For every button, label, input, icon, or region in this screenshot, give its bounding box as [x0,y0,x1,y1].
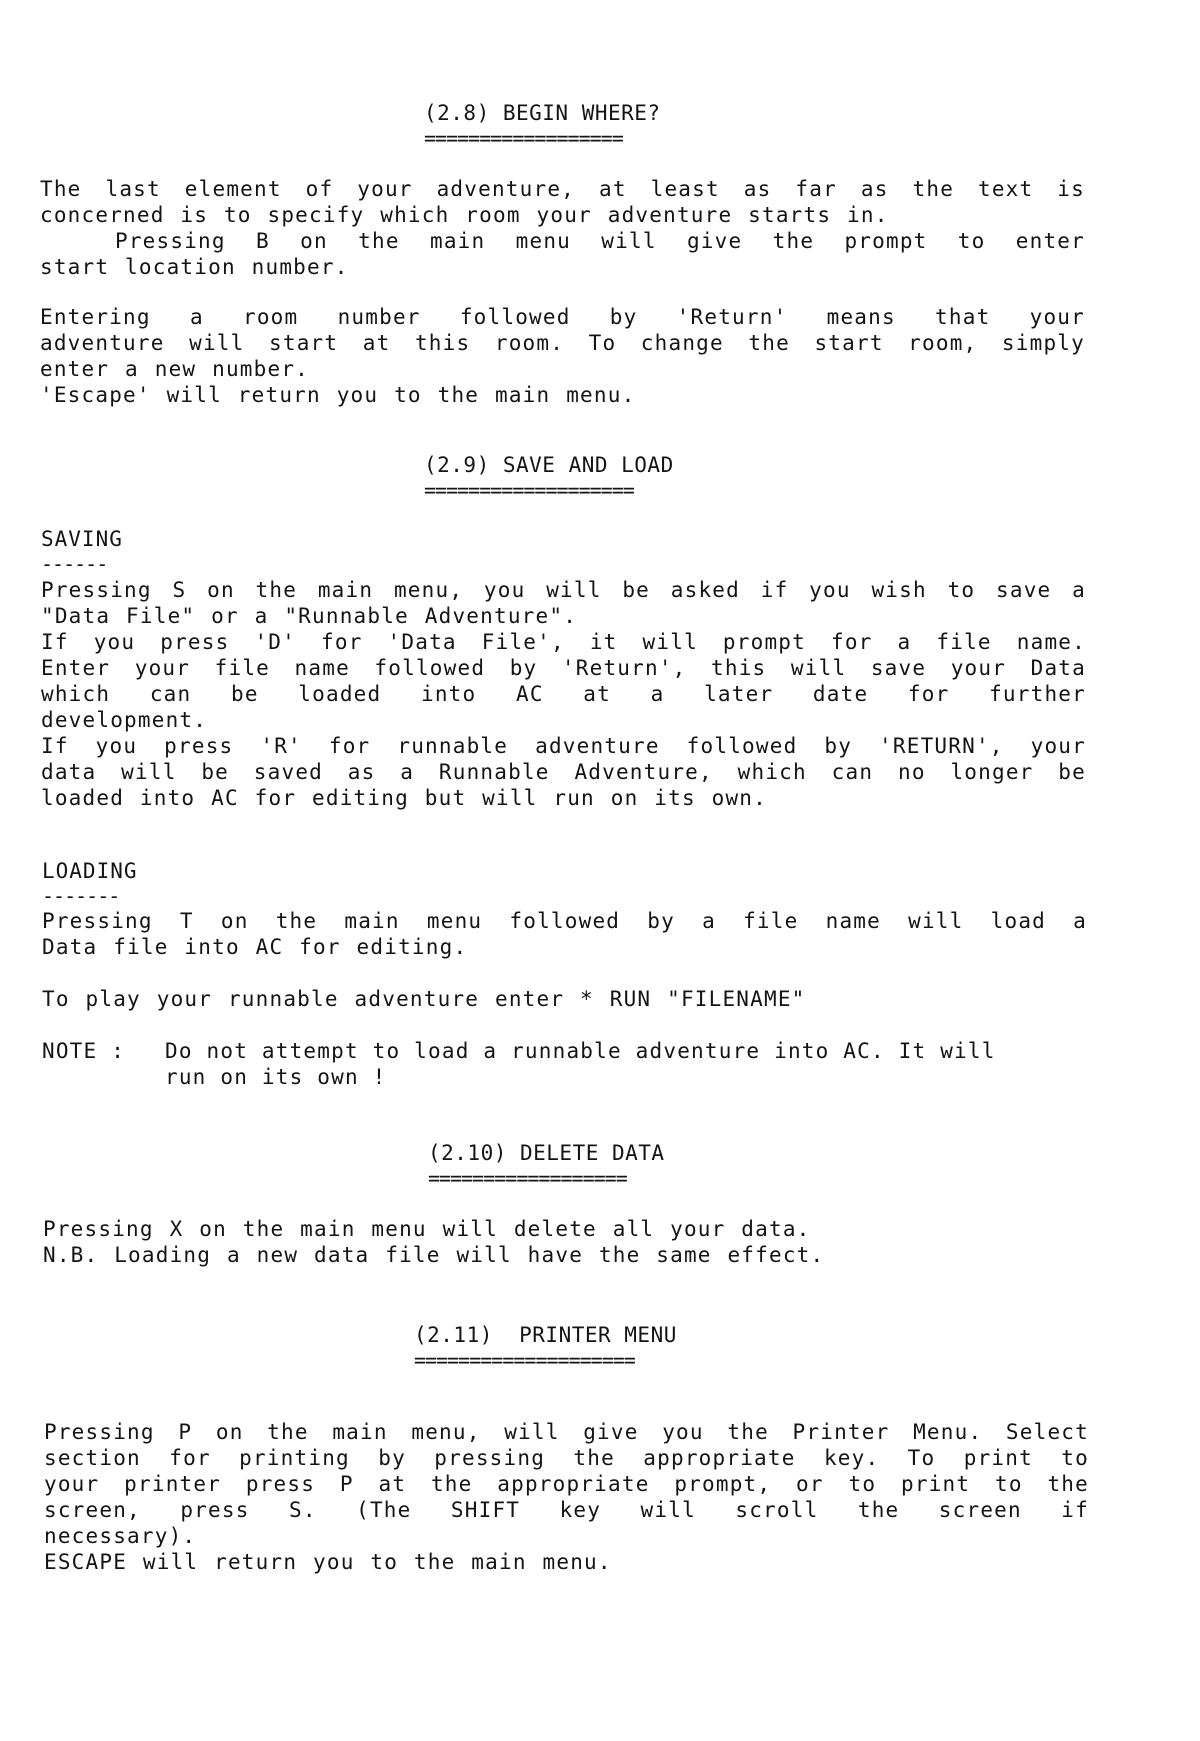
subheading-underline: ------ [41,552,108,576]
heading-underline: ================== [428,1166,627,1190]
text-line: development. [41,708,208,732]
paragraph-loading [42,908,1087,960]
text-line: concerned is to specify which room your adventure starts in. [40,203,889,227]
text-line: start location number. [40,255,349,279]
text-line: Enter your file name followed by 'Return', this will save your Data [41,656,1086,680]
text-line: your printer press P at the appropriate prompt, or to print to the [44,1472,1089,1496]
text-line: If you press 'R' for runnable adventure followed by 'RETURN', your [41,734,1086,758]
paragraph-printer-menu [44,1419,1089,1575]
text-line: data will be saved as a Runnable Adventure, which can no longer be [41,760,1086,784]
text-line: Pressing B on the main menu will give the prompt to enter [115,229,1085,253]
text-line: screen, press S. (The SHIFT key will scroll the screen if [44,1498,1089,1522]
subheading-loading: LOADING [42,859,138,883]
note-body [165,1038,1085,1090]
text-line: N.B. Loading a new data file will have the same effect. [43,1243,825,1267]
text-line: loaded into AC for editing but will run on its own. [41,786,767,810]
text-line: ESCAPE will return you to the main menu. [44,1550,612,1574]
text-line: which can be loaded into AC at a later date for further [41,682,1086,706]
heading-underline: ================== [424,126,623,150]
paragraph-play [42,986,1087,1012]
text-line: Data file into AC for editing. [42,935,468,959]
text-line: "Data File" or a "Runnable Adventure". [41,604,578,628]
paragraph-begin-where-1 [40,176,1085,280]
text-line: Entering a room number followed by 'Return' means that your [40,305,1085,329]
paragraph-delete-data [43,1216,1088,1268]
heading-underline: =================== [424,478,634,502]
text-line: Pressing X on the main menu will delete all your data. [43,1217,811,1241]
paragraph-saving [41,577,1086,811]
text-line: If you press 'D' for 'Data File', it will prompt for a file name. [41,630,1086,654]
text-line: Pressing S on the main menu, you will be asked if you wish to save a [41,578,1086,602]
note-label: NOTE : [42,1039,126,1063]
text-line: 'Escape' will return you to the main menu. [40,383,636,407]
section-heading-delete-data: (2.10) DELETE DATA [428,1141,665,1165]
section-heading-save-and-load: (2.9) SAVE AND LOAD [424,453,674,477]
text-line: Pressing T on the main menu followed by a file name will load a [42,909,1087,933]
text-line: adventure will start at this room. To change the start room, simply [40,331,1085,355]
text-line: section for printing by pressing the appropriate key. To print to [44,1446,1089,1470]
text-line: The last element of your adventure, at least as far as the text is [40,177,1085,201]
heading-underline: ==================== [414,1348,635,1372]
text-line: enter a new number. [40,357,310,381]
text-line: Pressing P on the main menu, will give you the Printer Menu. Select [44,1420,1089,1444]
subheading-saving: SAVING [41,527,123,551]
paragraph-begin-where-2 [40,304,1085,408]
text-line: run on its own ! [165,1065,387,1089]
subheading-underline: ------- [42,884,120,908]
text-line: To play your runnable adventure enter * RUN "FILENAME" [42,987,806,1011]
section-heading-printer-menu: (2.11) PRINTER MENU [414,1323,677,1347]
text-line: Do not attempt to load a runnable adventure into AC. It will [165,1039,996,1063]
section-heading-begin-where: (2.8) BEGIN WHERE? [424,101,661,125]
text-line: necessary). [44,1524,197,1548]
